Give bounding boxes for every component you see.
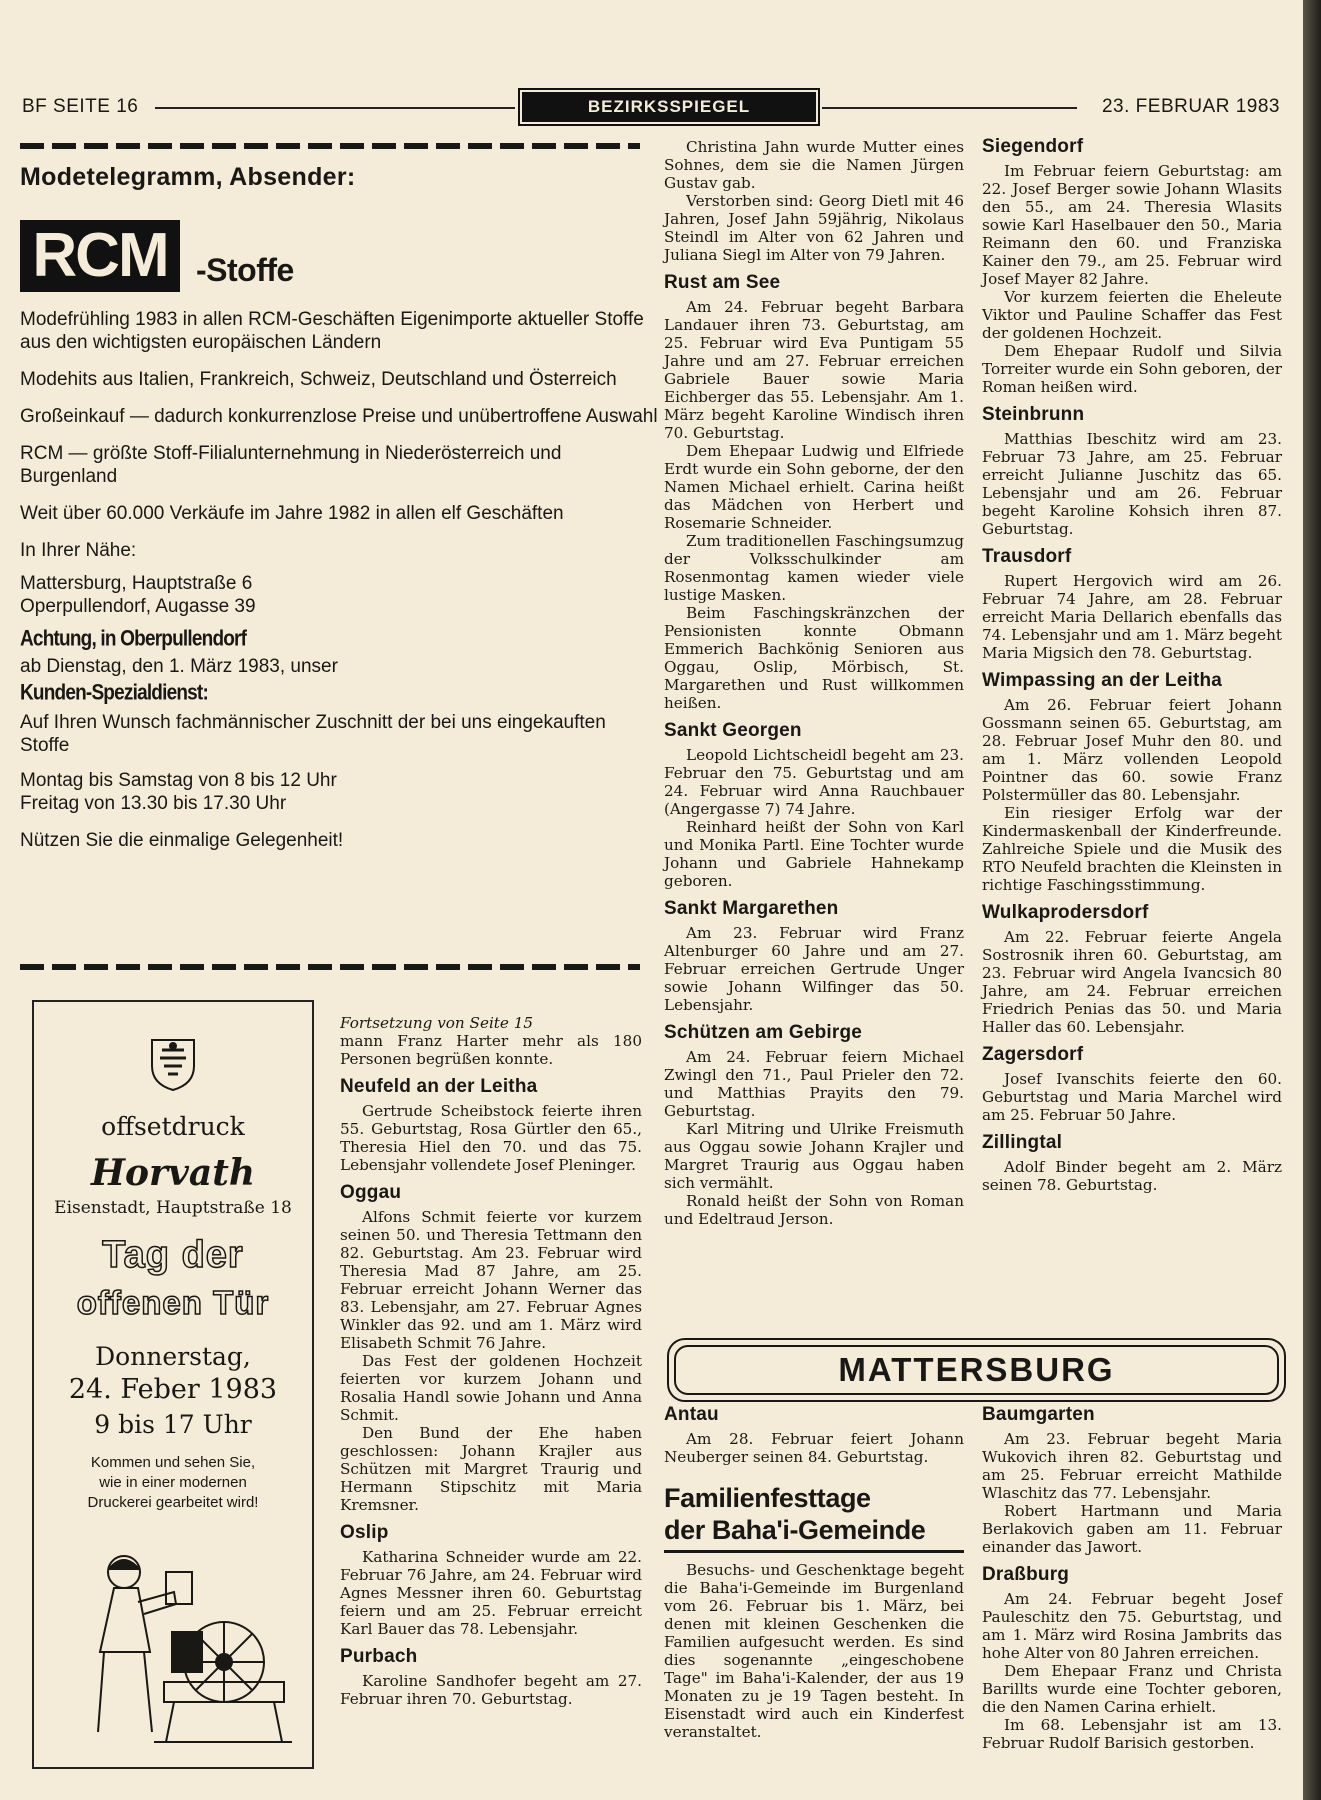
- section-title: BEZIRKSSPIEGEL: [522, 92, 816, 122]
- heading-oggau: Oggau: [340, 1182, 402, 1203]
- continuation-label: Fortsetzung von Seite 15: [340, 1014, 534, 1032]
- ad-paragraph: Großeinkauf — dadurch konkurrenzlose Preise und unübertroffene Auswahl: [20, 406, 658, 427]
- article-text: Am 22. Februar feierte Angela Sostrosnik ihren 60. Geburtstag, am 23. Februar wird Angela Ivancsich 80 Jahre, am 24. Februar erreichen Friedrich Penias das 50. und Maria Haller das 60. Lebensjahr.: [982, 928, 1282, 1036]
- ad-paragraph: Auf Ihren Wunsch fachmännischer Zuschnitt der bei uns eingekauften Stoffe: [20, 712, 606, 756]
- heading-schuetzen: Schützen am Gebirge: [664, 1022, 863, 1043]
- heading-wimpassing: Wimpassing an der Leitha: [982, 670, 1223, 691]
- ad-hours: Freitag von 13.30 bis 17.30 Uhr: [20, 793, 287, 814]
- article-text: Verstorben sind: Georg Dietl mit 46 Jahren, Josef Jahn 59jährig, Nikolaus Steindl im Alter von 62 Jahren und Juliana Siegl im Alter von 79 Jahren.: [664, 192, 964, 264]
- article-text: Im 68. Lebensjahr ist am 13. Februar Rudolf Barisich gestorben.: [982, 1716, 1282, 1752]
- heading-drassburg: Draßburg: [982, 1564, 1070, 1585]
- heading-purbach: Purbach: [340, 1646, 418, 1667]
- article-text: Den Bund der Ehe haben geschlossen: Johann Krajler aus Schützen mit Margret Traurig und Hermann Stipschitz mit Maria Kremsner.: [340, 1424, 642, 1514]
- heading-sankt-georgen: Sankt Georgen: [664, 720, 802, 741]
- article-text: Gertrude Scheibstock feierte ihren 55. Geburtstag, Rosa Gürtler den 65., Theresia Hiel den 70. und das 75. Lebensjahr vollendete Josef Pleninger.: [340, 1102, 642, 1174]
- article-text: Am 23. Februar begeht Maria Wukovich ihren 82. Geburtstag und am 25. Februar erreicht Mathilde Wlaschitz das 77. Lebensjahr.: [982, 1430, 1282, 1502]
- heading-zillingtal: Zillingtal: [982, 1132, 1063, 1153]
- article-text: Reinhard heißt der Sohn von Karl und Monika Partl. Eine Tochter wurde Johann und Gabriele Hahnekamp geboren.: [664, 818, 964, 890]
- article-text: Dem Ehepaar Ludwig und Elfriede Erdt wurde ein Sohn geborne, der den Namen Michael erhielt. Carina heißt das Mädchen von Herbert und Rosemarie Schneider.: [664, 442, 964, 532]
- header-rule-left: [155, 107, 515, 109]
- heading-familienfesttage: [664, 1482, 964, 1546]
- mattersburg-column-right: [982, 1404, 1282, 1752]
- heading-steinbrunn: Steinbrunn: [982, 404, 1085, 425]
- mattersburg-banner: [667, 1338, 1286, 1402]
- article-text: Christina Jahn wurde Mutter eines Sohnes, dem sie die Namen Jürgen Gustav gab.: [664, 138, 964, 192]
- article-text: Vor kurzem feierten die Eheleute Viktor und Pauline Schaffer das Fest der goldenen Hochzeit.: [982, 288, 1282, 342]
- heading-neufeld: Neufeld an der Leitha: [340, 1076, 538, 1097]
- ad-rule-bottom: [20, 964, 640, 970]
- offset-line-7: 24. Feber 1983: [68, 1374, 278, 1405]
- article-text: Am 24. Februar feiern Michael Zwingl den 71., Paul Prieler den 72. und Matthias Prayits den 79. Geburtstag.: [664, 1048, 964, 1120]
- mattersburg-title: MATTERSBURG: [674, 1345, 1279, 1395]
- ad-title: Modetelegramm, Absender:: [20, 163, 356, 191]
- ad-headline-achtung: Achtung, in Oberpullendorf: [20, 627, 247, 652]
- offset-line-9: Kommen und sehen Sie,: [90, 1454, 256, 1471]
- article-text: Ein riesiger Erfolg war der Kindermaskenball der Kinderfreunde. Zahlreiche Spiele und die Musik des RTO Neufeld brachten die Kleinsten in richtige Faschingsstimmung.: [982, 804, 1282, 894]
- ad-paragraph: Modefrühling 1983 in allen RCM-Geschäften Eigenimporte aktueller Stoffe aus den wichtigsten europäischen Ländern: [20, 309, 644, 353]
- heading-rust: Rust am See: [664, 272, 781, 293]
- article-text: Karl Mitring und Ulrike Freismuth aus Oggau sowie Johann Krajler und Margret Traurig aus Oggau haben sich vermählt.: [664, 1120, 964, 1192]
- ad-paragraph: RCM — größte Stoff-Filialunternehmung in Niederösterreich und Burgenland: [20, 443, 562, 487]
- offset-line-1: offsetdruck: [101, 1112, 245, 1141]
- offset-line-6: Donnerstag,: [95, 1342, 251, 1371]
- ad-address: Mattersburg, Hauptstraße 6: [20, 573, 253, 594]
- article-text: Am 23. Februar wird Franz Altenburger 60 Jahre und am 27. Februar erreichen Gertrude Unger sowie Johann Wilfinger das 50. Lebensjahr.: [664, 924, 964, 1014]
- offset-line-8: 9 bis 17 Uhr: [94, 1410, 252, 1439]
- page-header: [22, 88, 1280, 128]
- ad-paragraph: Modehits aus Italien, Frankreich, Schweiz, Deutschland und Österreich: [20, 369, 617, 390]
- binding-edge: [1303, 0, 1321, 1800]
- article-text: Dem Ehepaar Rudolf und Silvia Torreiter wurde ein Sohn geboren, der Roman heißen wird.: [982, 342, 1282, 396]
- offset-line-3: Eisenstadt, Hauptstraße 18: [54, 1198, 292, 1218]
- article-text: Am 28. Februar feiert Johann Neuberger seinen 84. Geburtstag.: [664, 1430, 964, 1466]
- article-text: Am 26. Februar feiert Johann Gossmann seinen 65. Geburtstag, am 28. Februar Josef Muhr den 80. und am 1. März vollenden Leopold Pointner das 60. sowie Franz Polstermüller das 80. Lebensjahr.: [982, 696, 1282, 804]
- heading-oslip: Oslip: [340, 1522, 389, 1543]
- ad-paragraph: Nützen Sie die einmalige Gelegenheit!: [20, 830, 344, 851]
- article-text: Ronald heißt der Sohn von Roman und Edeltraud Jerson.: [664, 1192, 964, 1228]
- article-text: Rupert Hergovich wird am 26. Februar 74 Jahre, am 28. Februar erreicht Maria Dellarich ebenfalls das 74. Lebensjahr und am 1. März begeht Maria Migsich den 78. Geburtstag.: [982, 572, 1282, 662]
- offset-line-4: Tag der: [102, 1234, 244, 1276]
- article-text: Robert Hartmann und Maria Berlakovich gaben am 11. Februar einander das Jawort.: [982, 1502, 1282, 1556]
- heading-trausdorf: Trausdorf: [982, 546, 1072, 567]
- offset-line-2: Horvath: [90, 1152, 256, 1194]
- article-text: Alfons Schmit feierte vor kurzem seinen 50. und Theresia Tettmann den 82. Geburtstag. Am 23. Februar wird Theresia Mad 87 Jahre, am 25. Februar erreicht Johann Werner das 83. Lebensjahr, am 27. Februar Agnes Winkler das 92. und am 1. März wird Elisabeth Schmit 76 Jahre.: [340, 1208, 642, 1352]
- heading-antau: Antau: [664, 1404, 719, 1425]
- column-4: [982, 136, 1282, 1194]
- printing-press-illustration: [54, 1532, 292, 1752]
- coat-of-arms-icon: [142, 1032, 204, 1094]
- page-number: BF SEITE 16: [22, 96, 139, 117]
- article-text: Am 24. Februar begeht Barbara Landauer ihren 73. Geburtstag, am 25. Februar wird Eva Puntigam 55 Jahre und am 27. Februar erreichen Gabriele Bauer sowie Maria Eichberger das 55. Lebensjahr. Am 1. März begeht Karoline Windisch ihren 70. Geburtstag.: [664, 298, 964, 442]
- article-text: Leopold Lichtscheidl begeht am 23. Februar den 75. Geburtstag und am 24. Februar wird Anna Rauchbauer (Angergasse 7) 74 Jahre.: [664, 746, 964, 818]
- issue-date: 23. FEBRUAR 1983: [1101, 96, 1280, 117]
- column-3: [664, 138, 964, 1228]
- ad-body: [20, 308, 660, 852]
- heading-siegendorf: Siegendorf: [982, 136, 1084, 157]
- article-text: Zum traditionellen Faschingsumzug der Volksschulkinder am Rosenmontag kamen wieder viele lustige Masken.: [664, 532, 964, 604]
- article-text: Im Februar feiern Geburtstag: am 22. Josef Berger sowie Johann Wlasits den 55., am 24. Theresia Wlasits sowie Karl Haselbauer den 50., Maria Reimann den 60. und Franziska Kainer den 79., am 25. Februar wird Josef Mayer 82 Jahre.: [982, 162, 1282, 288]
- ad-address: Operpullendorf, Augasse 39: [20, 596, 256, 617]
- offset-line-11: Druckerei gearbeitet wird!: [87, 1494, 259, 1511]
- article-text: Beim Faschingskränzchen der Pensionisten konnte Obmann Emmerich Bachkönig Senioren aus Oggau, Oslip, Mörbisch, St. Margarethen und Rust willkommen heißen.: [664, 604, 964, 712]
- ad-headline-kunden: Kunden-Spezialdienst:: [20, 681, 208, 706]
- heading-zagersdorf: Zagersdorf: [982, 1044, 1084, 1065]
- column-2: [340, 1014, 642, 1708]
- article-text: Besuchs- und Geschenktage begeht die Baha'i-Gemeinde im Burgenland vom 26. Februar bis 1. März, bei denen mit kleinen Geschenken die Familien aufgesucht werden. Es sind dies sogenannte „eingeschobene Tage" im Baha'i-Kalender, der aus 19 Monaten zu je 19 Tagen besteht. In Eisenstadt wird auch ein Kinderfest veranstaltet.: [664, 1561, 964, 1741]
- offsetdruck-ad: [32, 1000, 314, 1769]
- article-text: Katharina Schneider wurde am 22. Februar 76 Jahre, am 24. Februar wird Agnes Messner ihren 60. Geburtstag feiern und am 25. Februar erreicht Karl Bauer das 78. Lebensjahr.: [340, 1548, 642, 1638]
- header-rule-right: [822, 107, 1077, 109]
- article-text: Josef Ivanschits feierte den 60. Geburtstag und Maria Marchel wird am 25. Februar 50 Jahre.: [982, 1070, 1282, 1124]
- ad-paragraph: Weit über 60.000 Verkäufe im Jahre 1982 in allen elf Geschäften: [20, 503, 564, 524]
- offset-line-10: wie in einer modernen: [99, 1474, 247, 1491]
- rcm-logo-suffix: -Stoffe: [196, 252, 294, 288]
- offset-line-5: offenen Tür: [76, 1284, 270, 1321]
- article-text: Karoline Sandhofer begeht am 27. Februar ihren 70. Geburtstag.: [340, 1672, 642, 1708]
- heading-sankt-margarethen: Sankt Margarethen: [664, 898, 839, 919]
- heading-line-2: der Baha'i-Gemeinde: [664, 1515, 926, 1545]
- rcm-logo: RCM: [20, 220, 180, 292]
- article-text: Dem Ehepaar Franz und Christa Barillts wurde eine Tochter geboren, die den Namen Carina erhielt.: [982, 1662, 1282, 1716]
- ad-paragraph: ab Dienstag, den 1. März 1983, unser: [20, 656, 338, 677]
- heading-wulkaprodersdorf: Wulkaprodersdorf: [982, 902, 1149, 923]
- ad-paragraph: In Ihrer Nähe:: [20, 540, 137, 561]
- article-text: Das Fest der goldenen Hochzeit feierten vor kurzem Johann und Rosalia Handl sowie Johann und Anna Schmit.: [340, 1352, 642, 1424]
- article-text: Adolf Binder begeht am 2. März seinen 78. Geburtstag.: [982, 1158, 1282, 1194]
- heading-baumgarten: Baumgarten: [982, 1404, 1095, 1425]
- article-text: Am 24. Februar begeht Josef Pauleschitz den 75. Geburtstag, und am 1. März wird Rosina Jambrits das hohe Alter von 80 Jahren erreichen.: [982, 1590, 1282, 1662]
- article-text: Matthias Ibeschitz wird am 23. Februar 73 Jahre, am 25. Februar erreicht Julianne Juschitz das 65. Lebensjahr und am 26. Februar begeht Karoline Kohsich ihren 87. Geburtstag.: [982, 430, 1282, 538]
- ad-rule-top: [20, 143, 640, 149]
- article-text: mann Franz Harter mehr als 180 Personen begrüßen konnte.: [340, 1032, 642, 1068]
- mattersburg-column-left: [664, 1404, 964, 1741]
- heading-underline: [664, 1550, 964, 1553]
- heading-line-1: Familienfesttage: [664, 1483, 871, 1513]
- ad-hours: Montag bis Samstag von 8 bis 12 Uhr: [20, 770, 337, 791]
